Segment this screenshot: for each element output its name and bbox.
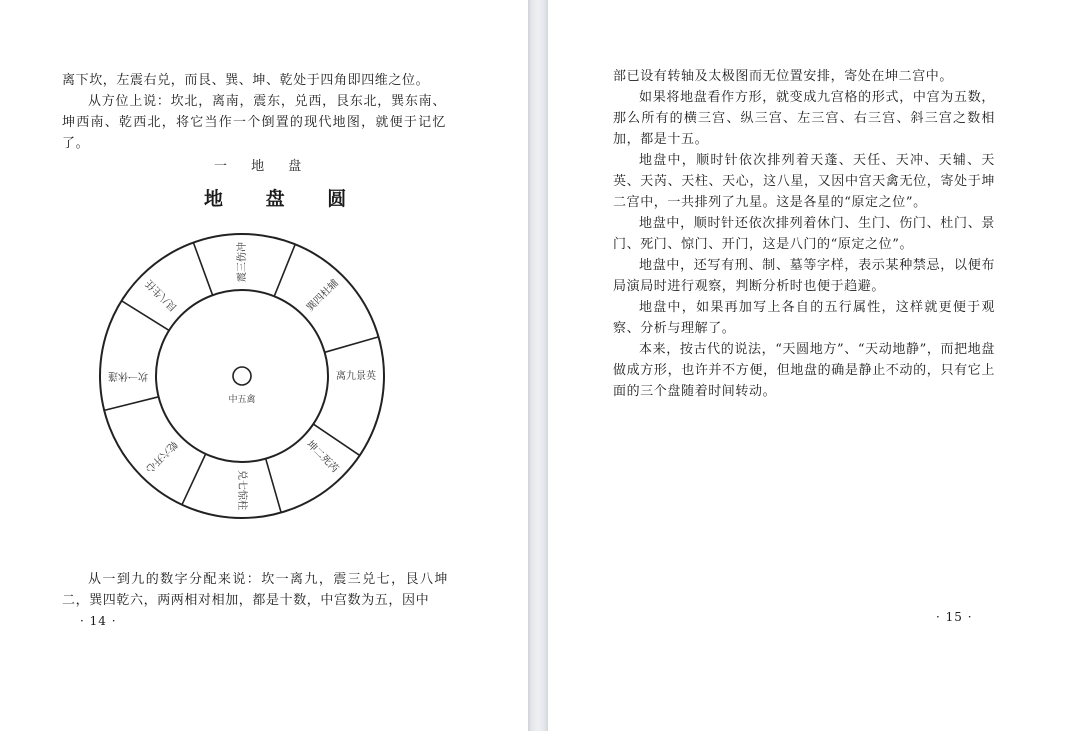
segment-labels xyxy=(108,242,376,510)
page-gutter xyxy=(528,0,548,731)
left-page xyxy=(0,0,528,731)
segment-divider-6 xyxy=(122,301,170,331)
segment-label-kun: 坤二死芮 xyxy=(304,438,341,475)
segment-label-kan: 坎一休蓬 xyxy=(108,370,148,381)
segment-divider-3 xyxy=(266,459,281,513)
left-first-line: 离下坎，左震右兑，而艮、巽、坤、乾处于四角即四维之位。 xyxy=(62,73,430,88)
right-page xyxy=(548,0,1078,731)
page-number-left: · 14 · xyxy=(80,614,117,628)
right-para-2: 如果将地盘看作方形，就变成九宫格的形式，中宫为五数，那么所有的横三宫、纵三宫、左三宫、右三宫、斜三宫之数相加，都是十五。 xyxy=(613,90,995,147)
right-para-7: 本来，按古代的说法，“天圆地方”、“天动地静”，而把地盘做成方形，也许并不方便，但地盘的确是静止不动的，只有它上面的三个盘随着时间转动。 xyxy=(613,342,995,399)
segment-label-li: 离九景英 xyxy=(336,371,376,382)
right-para-6: 地盘中，如果再加写上各自的五行属性，这样就更便于观察、分析与理解了。 xyxy=(613,300,995,336)
segment-label-dui: 兑七惊柱 xyxy=(236,470,247,510)
inner-ring xyxy=(156,290,328,462)
right-para-5: 地盘中，还写有刑、制、墓等字样，表示某种禁忌，以便布局演局时进行观察，判断分析时也便于趋避。 xyxy=(613,258,995,294)
earth-plate-diagram xyxy=(92,226,392,526)
segment-label-gen: 艮八生任 xyxy=(143,277,180,314)
segment-divider-7 xyxy=(193,243,212,296)
figure-title: 地 盘 圆 xyxy=(204,188,365,210)
segment-divider-4 xyxy=(182,454,206,505)
segment-divider-8 xyxy=(274,244,295,296)
segment-divider-5 xyxy=(104,397,158,411)
segment-divider-1 xyxy=(325,337,379,352)
section-heading: 一 地 盘 xyxy=(214,159,312,174)
center-axis xyxy=(233,367,251,385)
right-para-4: 地盘中，顺时针还依次排列着休门、生门、伤门、杜门、景门、死门、惊门、开门，这是八门的“原定之位”。 xyxy=(613,216,995,252)
right-para-3: 地盘中，顺时针依次排列着天蓬、天任、天冲、天辅、天英、天芮、天柱、天心，这八星，又因中宫天禽无位，寄处于坤二宫中，一共排列了九星。这是各星的“原定之位”。 xyxy=(613,153,995,210)
segment-label-xun: 巽四杜辅 xyxy=(304,277,341,314)
left-direction-paragraph: 从方位上说：坎北，离南，震东，兑西，艮东北，巽东南、坤西南、乾西北，将它当作一个倒置的现代地图，就便于记忆了。 xyxy=(62,94,446,151)
page-number-right: · 15 · xyxy=(936,610,973,624)
left-bottom-paragraph: 从一到九的数字分配来说：坎一离九，震三兑七，艮八坤二，巽四乾六，两两相对相加，都是十数，中宫数为五，因中 xyxy=(62,572,448,608)
segment-label-center: 中五禽 xyxy=(228,395,256,405)
segment-label-zhen: 震三伤冲 xyxy=(237,242,248,282)
segment-label-qian: 乾六开心 xyxy=(143,438,180,475)
right-para-1: 部已设有转轴及太极图而无位置安排，寄处在坤二宫中。 xyxy=(613,69,954,84)
